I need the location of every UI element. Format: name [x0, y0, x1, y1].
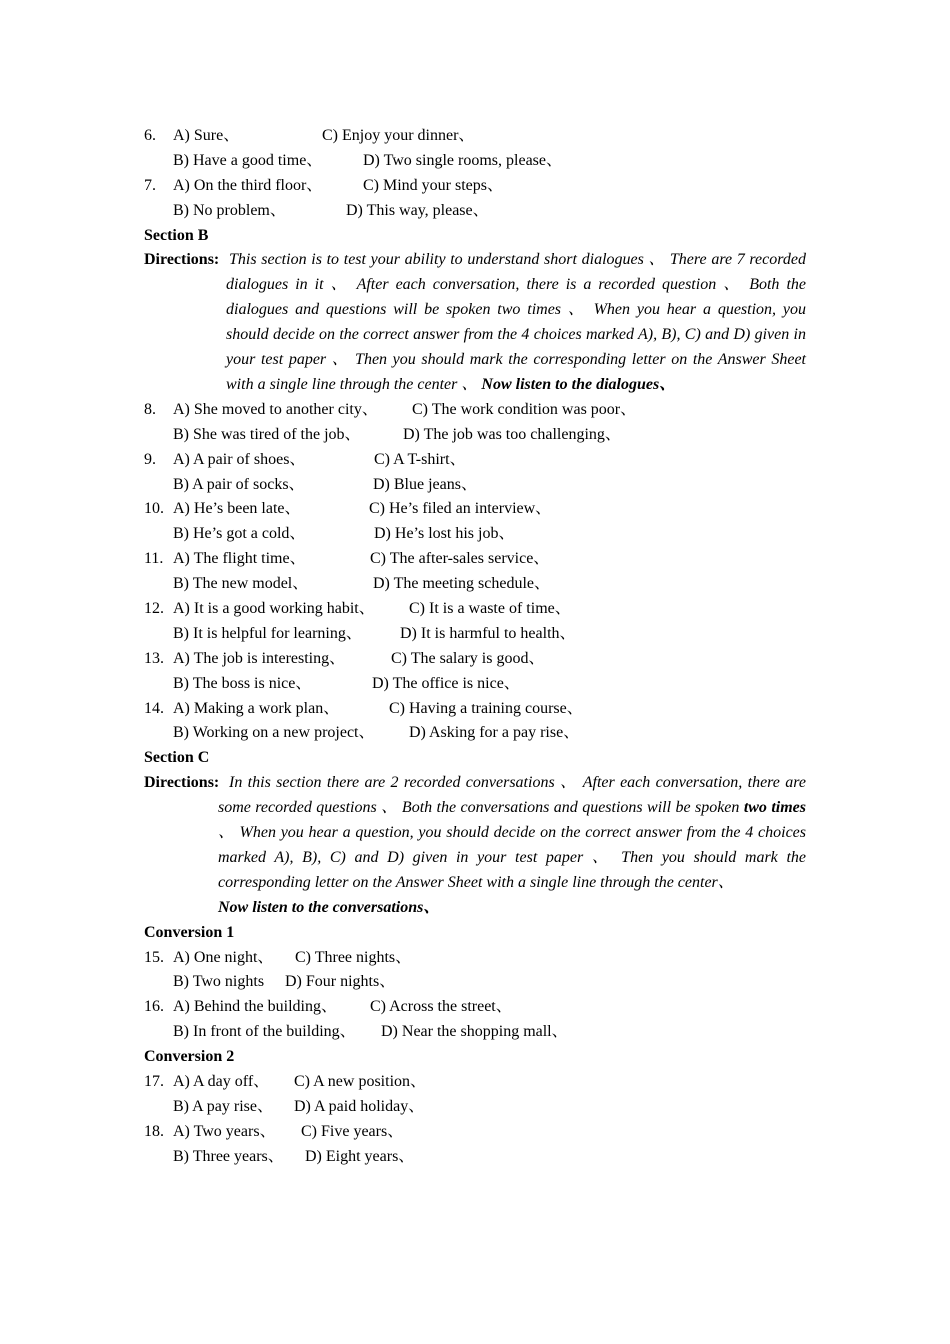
- question-number: 17.: [144, 1073, 164, 1091]
- option-c: C) The work condition was poor、: [412, 400, 637, 418]
- option-b: B) In front of the building、: [173, 1023, 356, 1041]
- question-17-row-1: [144, 1070, 806, 1095]
- option-a: A) He’s been late、: [173, 500, 301, 518]
- option-d: D) The office is nice、: [372, 674, 520, 692]
- question-16-row-1: [144, 995, 806, 1020]
- question-number: 9.: [144, 450, 156, 468]
- option-b: B) The boss is nice、: [173, 674, 312, 692]
- option-a: A) The flight time、: [173, 550, 306, 568]
- option-a: A) One night、: [173, 948, 274, 966]
- option-c: C) Three nights、: [295, 948, 412, 966]
- directions-text: This section is to test your ability to understand short dialogues 、 There are 7 recorded dialogues in it 、 After each conversation, there is a recorded question 、 Both the dialogues and questions will be spoken two times 、 When you hear a question, you should decide on the correct answer from the 4 choices marked A), B), C) and D) given in your test paper 、 Then you should mark the corresponding letter on the Answer Sheet with a single line through the center 、 Now listen to the dialogues、: [226, 251, 806, 393]
- question-14-row-2: [144, 721, 806, 746]
- option-a: A) Behind the building、: [173, 998, 337, 1016]
- question-10-row-1: [144, 497, 806, 522]
- directions-label: Directions:: [144, 774, 220, 792]
- option-a: A) It is a good working habit、: [173, 600, 375, 618]
- option-d: D) He’s lost his job、: [374, 525, 515, 543]
- question-8-row-2: [144, 423, 806, 448]
- question-number: 14.: [144, 699, 164, 717]
- option-c: C) Five years、: [301, 1122, 404, 1140]
- option-a: A) She moved to another city、: [173, 400, 378, 418]
- option-b: B) Two nights: [173, 973, 265, 991]
- option-a: A) Two years、: [173, 1122, 276, 1140]
- question-7-row-1: [144, 174, 806, 199]
- section-b-directions: [144, 248, 806, 397]
- question-7-row-2: [144, 199, 806, 224]
- option-b: B) No problem、: [173, 201, 286, 219]
- section-c-directions: [144, 771, 806, 920]
- option-a: A) A pair of shoes、: [173, 450, 306, 468]
- option-a: A) On the third floor、: [173, 176, 323, 194]
- option-b: B) Three years、: [173, 1147, 284, 1165]
- option-c: C) Enjoy your dinner、: [322, 127, 475, 144]
- option-b: B) It is helpful for learning、: [173, 624, 362, 642]
- question-12-row-1: [144, 597, 806, 622]
- question-18-row-2: [144, 1145, 806, 1170]
- option-b: B) She was tired of the job、: [173, 425, 361, 443]
- question-18-row-1: [144, 1120, 806, 1145]
- directions-label: Directions:: [144, 251, 220, 269]
- option-d: D) Four nights、: [285, 973, 396, 991]
- question-10-row-2: [144, 522, 806, 547]
- option-b: B) Have a good time、: [173, 151, 323, 169]
- question-number: 6.: [144, 127, 156, 144]
- option-c: C) The after-sales service、: [370, 550, 550, 568]
- directions-bold: two times: [743, 799, 806, 817]
- question-number: 18.: [144, 1122, 164, 1140]
- question-15-row-2: [144, 970, 806, 995]
- option-b: B) He’s got a cold、: [173, 525, 306, 543]
- question-number: 12.: [144, 600, 164, 618]
- option-c: C) Having a training course、: [389, 699, 583, 717]
- section-c-title: Section C: [144, 749, 210, 767]
- option-c: C) It is a waste of time、: [409, 600, 571, 618]
- question-13-row-2: [144, 672, 806, 697]
- option-a: A) Sure、: [173, 127, 240, 144]
- question-number: 11.: [144, 550, 164, 568]
- option-d: D) The meeting schedule、: [373, 575, 550, 593]
- option-d: D) A paid holiday、: [294, 1097, 425, 1115]
- question-number: 10.: [144, 500, 164, 518]
- directions-emphasis: Now listen to the dialogues、: [481, 375, 676, 393]
- question-17-row-2: [144, 1095, 806, 1120]
- question-number: 7.: [144, 176, 156, 194]
- conversation-2-title: Conversion 2: [144, 1048, 235, 1066]
- exam-page: [144, 124, 806, 1170]
- option-d: D) Two single rooms, please、: [363, 151, 563, 169]
- option-c: C) He’s filed an interview、: [369, 500, 552, 518]
- option-b: B) Working on a new project、: [173, 724, 375, 742]
- option-a: A) The job is interesting、: [173, 649, 346, 667]
- section-b-title: Section B: [144, 226, 209, 244]
- question-number: 13.: [144, 649, 164, 667]
- question-11-row-2: [144, 572, 806, 597]
- option-b: B) The new model、: [173, 575, 309, 593]
- option-d: D) Near the shopping mall、: [381, 1023, 568, 1041]
- question-16-row-2: [144, 1020, 806, 1045]
- option-a: A) A day off、: [173, 1073, 270, 1091]
- option-d: D) Eight years、: [305, 1147, 415, 1165]
- question-number: 8.: [144, 400, 156, 418]
- option-a: A) Making a work plan、: [173, 699, 340, 717]
- option-c: C) A new position、: [294, 1073, 427, 1091]
- now-listen-instruction: Now listen to the conversations、: [218, 898, 440, 916]
- question-6-row-2: [144, 149, 806, 174]
- question-6-row-1: [144, 124, 806, 149]
- question-number: 16.: [144, 998, 164, 1016]
- option-d: D) Blue jeans、: [373, 475, 477, 493]
- question-12-row-2: [144, 622, 806, 647]
- option-d: D) It is harmful to health、: [400, 624, 576, 642]
- question-9-row-1: [144, 448, 806, 473]
- option-d: D) Asking for a pay rise、: [409, 724, 580, 742]
- question-8-row-1: [144, 398, 806, 423]
- option-c: C) The salary is good、: [391, 649, 545, 667]
- question-15-row-1: [144, 946, 806, 971]
- option-c: C) Mind your steps、: [363, 176, 504, 194]
- directions-text: In this section there are 2 recorded conversations 、 After each conversation, there are some recorded questions 、 Both the conversations and questions will be spoken two times 、 When you hear a question, you should decide on the correct answer from the 4 choices marked A), B), C) and D) given in your test paper 、 Then you should mark the corresponding letter on the Answer Sheet with a single line through the center、: [218, 774, 807, 891]
- option-b: B) A pair of socks、: [173, 475, 305, 493]
- option-d: D) This way, please、: [346, 201, 489, 219]
- question-11-row-1: [144, 547, 806, 572]
- conversation-1-title: Conversion 1: [144, 923, 235, 941]
- option-b: B) A pay rise、: [173, 1097, 273, 1115]
- question-14-row-1: [144, 697, 806, 722]
- question-13-row-1: [144, 647, 806, 672]
- option-d: D) The job was too challenging、: [403, 425, 621, 443]
- question-9-row-2: [144, 473, 806, 498]
- option-c: C) A T-shirt、: [374, 450, 466, 468]
- question-number: 15.: [144, 948, 164, 966]
- option-c: C) Across the street、: [370, 998, 512, 1016]
